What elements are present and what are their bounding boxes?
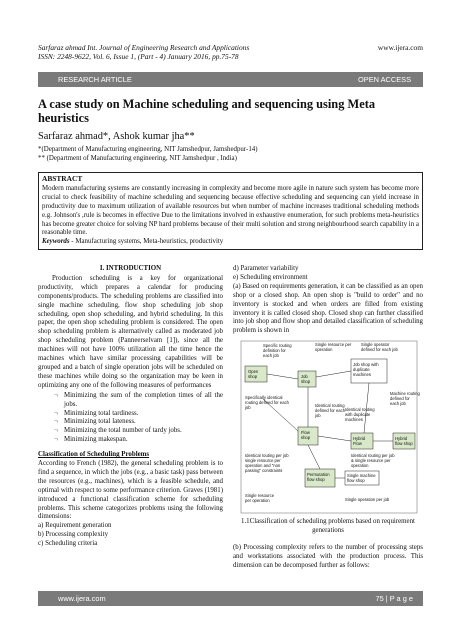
fig-label: Identical routing per job single resource per operation and "non passing" constraints — [245, 453, 289, 474]
right-column — [233, 265, 423, 571]
keywords-text: - Manufacturing systems, Meta-heuristics, productivity — [69, 238, 224, 246]
abstract-heading: ABSTRACT — [42, 174, 83, 183]
fig-label: Single resource per operation — [245, 493, 275, 504]
fig-label: Job shop with duplicate machines — [353, 362, 379, 378]
paragraph-b: (b) Processing complexity refers to the number of processing steps and workstations associated with the production process. This dimension can be decomposed further as follows: — [233, 544, 423, 569]
fig-label: Single machine flow shop — [347, 473, 376, 484]
fig-label: Permutation flow shop — [307, 472, 330, 483]
fig-label: Single operator defined for each job — [361, 342, 398, 353]
dimension-item: e) Scheduling environment — [233, 273, 308, 281]
classification-diagram — [233, 339, 423, 517]
fig-label: Specifically identical routing defined for each job — [245, 395, 289, 411]
fig-label: Single operation per job — [345, 497, 390, 503]
fig-label: Flow shop — [301, 430, 311, 441]
fig-label: Specific routing definition for each job — [263, 343, 292, 359]
dimension-item: b) Processing complexity — [38, 531, 109, 539]
fig-label: Identical routing per job & single resource per operation — [351, 453, 395, 469]
intro-paragraph-1: Production scheduling is a key for organizational productivity, which prepares a calendar for producing components/products. The scheduling problems are classified into single machine scheduling, flow shop scheduling job shop scheduling, open shop scheduling, and hybrid scheduling. In this paper, the open shop scheduling problem is considered. The open shop scheduling problem is alternatively called as moderated job shop scheduling problem (Panneerselvam [1]), since all the machines will not have 100% utilization all the time hence the machines which have similar processing capabilities will be grouped and a batch of single operation jobs will be scheduled on these machines while doing so the organization may be keen in optimizing any one of the following measures of performances — [38, 274, 223, 389]
journal-line: Sarfaraz ahmad Int. Journal of Engineering Research and Applications — [38, 43, 250, 52]
paper-title: A case study on Machine scheduling and sequencing using Meta heuristics — [38, 97, 376, 125]
fig-label: Job shop — [301, 374, 311, 385]
intro-heading: I. INTRODUCTION — [99, 265, 162, 272]
dimension-item: d) Parameter variability — [233, 265, 299, 272]
header-url[interactable]: www.ijera.com — [377, 43, 423, 52]
fig-label: Machine routing defined for each job — [390, 391, 420, 407]
list-item: ¬ Minimizing the sum of the completion times of all the jobs. — [38, 392, 223, 410]
fig-label: Hybrid flow shop — [395, 436, 413, 447]
classification-figure — [233, 339, 423, 517]
affiliation-2: ** (Department of Manufacturing engineering, NIT Jamshedpur , India) — [38, 155, 237, 162]
fig-label: Identical routing defined for each job — [315, 403, 346, 419]
list-item: ¬ Minimizing makespan. — [38, 436, 223, 445]
fig-label: Hybrid Flow — [353, 436, 366, 447]
fig-label: Open shop — [248, 369, 259, 380]
banner-left: RESEARCH ARTICLE — [58, 75, 132, 84]
list-item: ¬ Minimizing total tardiness. — [38, 410, 223, 419]
dimension-item: c) Scheduling criteria — [38, 540, 98, 548]
keywords-label: Keywords — [42, 238, 70, 246]
page-number: 75 | P a g e — [375, 594, 413, 603]
fig-label: Identical routing with duplicate machines — [345, 407, 375, 423]
dimension-item: a) Requirement generation — [38, 522, 112, 530]
intro-paragraph-2: According to French (1982), the general scheduling problem is to find a sequence, in which the jobs (e.g., a basic task) pass between the resources (e.g., machines), which is a feasible schedule, and optimal with respect to some performance criterion. Graves (1981) introduced a functional classification scheme for scheduling problems. This scheme categorizes problems using the following dimensions: — [38, 460, 223, 521]
list-item: ¬ Minimizing the total number of tardy jobs. — [38, 427, 223, 436]
banner-right: OPEN ACCESS — [358, 75, 411, 84]
footer-bar — [38, 591, 423, 606]
measures-list — [38, 392, 223, 445]
left-column — [38, 265, 223, 549]
classification-heading: Classification of Scheduling Problems — [38, 451, 150, 459]
authors: Sarfaraz ahmad*, Ashok kumar jha** — [38, 131, 195, 142]
abstract-box — [38, 172, 423, 250]
paragraph-a: (a) Based on requirements generation, it can be classified as an open shop or a closed shop. An open shop is "build to order" and no inventory is stocked and when orders are filled from existing inventory it is called closed shop. Closed shop can further classified into job shop and flow shop and detailed classification of scheduling problem is shown in — [233, 282, 423, 335]
footer-url[interactable]: www.ijera.com — [58, 594, 106, 603]
affiliations — [38, 145, 258, 163]
article-type-banner — [38, 72, 423, 87]
list-item: ¬ Minimizing total lateness. — [38, 418, 223, 427]
issn-line: ISSN: 2248-9622, Vol. 6, Issue 1, (Part - 4) January 2016, pp.75-78 — [38, 52, 239, 61]
abstract-text: Modern manufacturing systems are constantly increasing in complexity and become more agile in nature such system has become more crucial to check feasibility of machine scheduling and sequencing because effective scheduling and sequencing can yield increase in productivity due to maximum utilization of available resources but when number of machine increases traditional scheduling methods e.g. Johnson's ,rule is becomes in effective Due to the limitations involved in exhaustive enumeration, for such problems meta-heuristics has become greater choice for solving NP hard problems because of their multi solution and strong neighbourhood search capability in a reasonable time. — [42, 184, 419, 237]
affiliation-1: *(Department of Manufacturing engineering, NIT Jamshedpur, Jamshedpur-14) — [38, 146, 258, 153]
fig-label: Single resource per operation — [315, 342, 352, 353]
figure-caption: 1.1Classification of scheduling problems based on requirement generations — [241, 518, 415, 535]
keywords-line — [42, 238, 419, 247]
running-header — [38, 43, 423, 61]
